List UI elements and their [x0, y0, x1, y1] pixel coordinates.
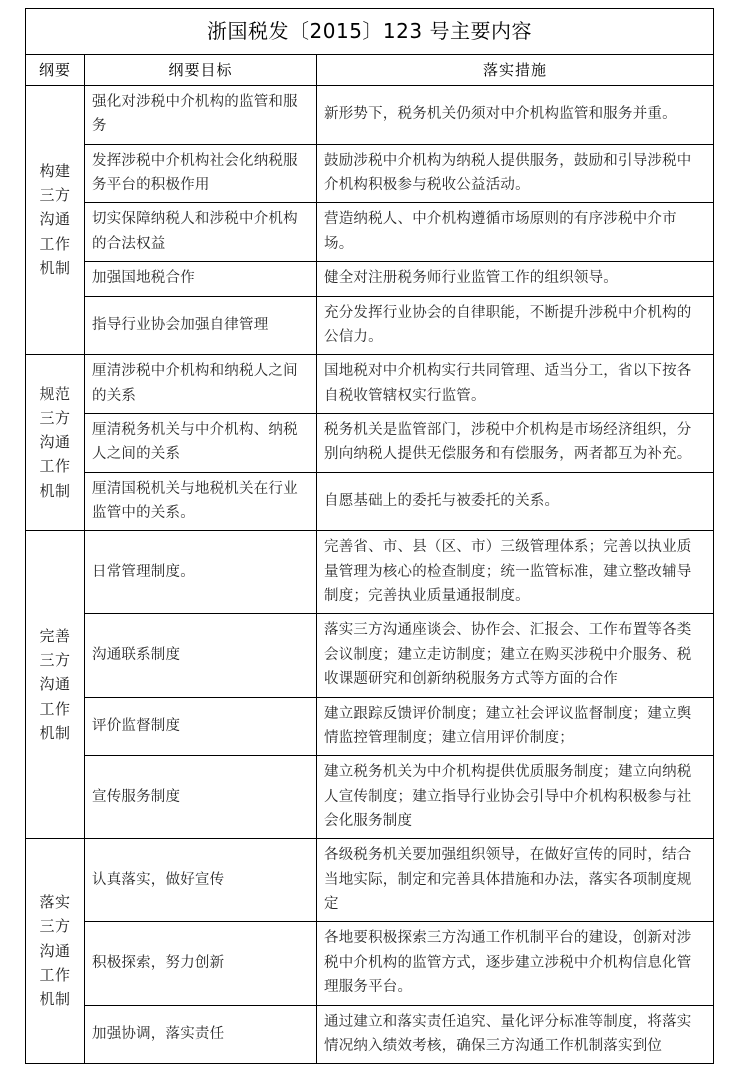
table-row [26, 531, 714, 614]
goal-cell: 指导行业协会加强自律管理 [85, 296, 317, 355]
header-row [26, 55, 714, 86]
table-row [26, 756, 714, 839]
measure-cell: 通过建立和落实责任追究、量化评分标准等制度，将落实情况纳入绩效考核，确保三方沟通工作机制落实到位 [317, 1005, 714, 1064]
goal-cell: 宣传服务制度 [85, 756, 317, 839]
goal-cell: 沟通联系制度 [85, 614, 317, 697]
measure-cell: 完善省、市、县（区、市）三级管理体系；完善以执业质量管理为核心的检查制度；统一监管标准，建立整改辅导制度；完善执业质量通报制度。 [317, 531, 714, 614]
title-row [26, 9, 714, 55]
table-row [26, 203, 714, 262]
measure-cell: 鼓励涉税中介机构为纳税人提供服务，鼓励和引导涉税中介机构积极参与税收公益活动。 [317, 144, 714, 203]
measure-cell: 各地要积极探索三方沟通工作机制平台的建设，创新对涉税中介机构的监管方式，逐步建立涉税中介机构信息化管理服务平台。 [317, 922, 714, 1005]
table-row [26, 86, 714, 145]
measure-cell: 税务机关是监管部门，涉税中介机构是市场经济组织，分别向纳税人提供无偿服务和有偿服务，两者都互为补充。 [317, 413, 714, 472]
column-header-measure: 落实措施 [317, 55, 714, 86]
goal-cell: 日常管理制度。 [85, 531, 317, 614]
group-label-0: 构建三方沟通工作机制 [26, 86, 85, 355]
main-table [25, 8, 714, 1064]
measure-cell: 自愿基础上的委托与被委托的关系。 [317, 472, 714, 531]
measure-cell: 营造纳税人、中介机构遵循市场原则的有序涉税中介市场。 [317, 203, 714, 262]
goal-cell: 强化对涉税中介机构的监管和服务 [85, 86, 317, 145]
goal-cell: 加强国地税合作 [85, 262, 317, 296]
table-row [26, 296, 714, 355]
goal-cell: 厘清国税机关与地税机关在行业监管中的关系。 [85, 472, 317, 531]
goal-cell: 积极探索，努力创新 [85, 922, 317, 1005]
table-row [26, 922, 714, 1005]
measure-cell: 建立跟踪反馈评价制度；建立社会评议监督制度；建立舆情监控管理制度；建立信用评价制度； [317, 697, 714, 756]
goal-cell: 厘清涉税中介机构和纳税人之间的关系 [85, 355, 317, 414]
measure-cell: 新形势下，税务机关仍须对中介机构监管和服务并重。 [317, 86, 714, 145]
group-label-2: 完善三方沟通工作机制 [26, 531, 85, 839]
page-title: 浙国税发〔2015〕123 号主要内容 [26, 9, 714, 55]
table-row [26, 413, 714, 472]
measure-cell: 各级税务机关要加强组织领导，在做好宣传的同时，结合当地实际，制定和完善具体措施和办法，落实各项制度规定 [317, 839, 714, 922]
measure-cell: 充分发挥行业协会的自律职能，不断提升涉税中介机构的公信力。 [317, 296, 714, 355]
measure-cell: 建立税务机关为中介机构提供优质服务制度；建立向纳税人宣传制度；建立指导行业协会引导中介机构积极参与社会化服务制度 [317, 756, 714, 839]
table-row [26, 1005, 714, 1064]
table-row [26, 697, 714, 756]
measure-cell: 健全对注册税务师行业监管工作的组织领导。 [317, 262, 714, 296]
column-header-outline: 纲要 [26, 55, 85, 86]
goal-cell: 切实保障纳税人和涉税中介机构的合法权益 [85, 203, 317, 262]
column-header-goal: 纲要目标 [85, 55, 317, 86]
goal-cell: 认真落实，做好宣传 [85, 839, 317, 922]
table-row [26, 472, 714, 531]
measure-cell: 落实三方沟通座谈会、协作会、汇报会、工作布置等各类会议制度；建立走访制度；建立在购买涉税中介服务、税收课题研究和创新纳税服务方式等方面的合作 [317, 614, 714, 697]
measure-cell: 国地税对中介机构实行共同管理、适当分工，省以下按各自税收管辖权实行监管。 [317, 355, 714, 414]
table-body [26, 9, 714, 1064]
table-row [26, 614, 714, 697]
goal-cell: 厘清税务机关与中介机构、纳税人之间的关系 [85, 413, 317, 472]
group-label-3: 落实三方沟通工作机制 [26, 839, 85, 1064]
goal-cell: 发挥涉税中介机构社会化纳税服务平台的积极作用 [85, 144, 317, 203]
table-row [26, 839, 714, 922]
group-label-1: 规范三方沟通工作机制 [26, 355, 85, 531]
goal-cell: 加强协调，落实责任 [85, 1005, 317, 1064]
table-row [26, 262, 714, 296]
goal-cell: 评价监督制度 [85, 697, 317, 756]
table-row [26, 355, 714, 414]
table-row [26, 144, 714, 203]
